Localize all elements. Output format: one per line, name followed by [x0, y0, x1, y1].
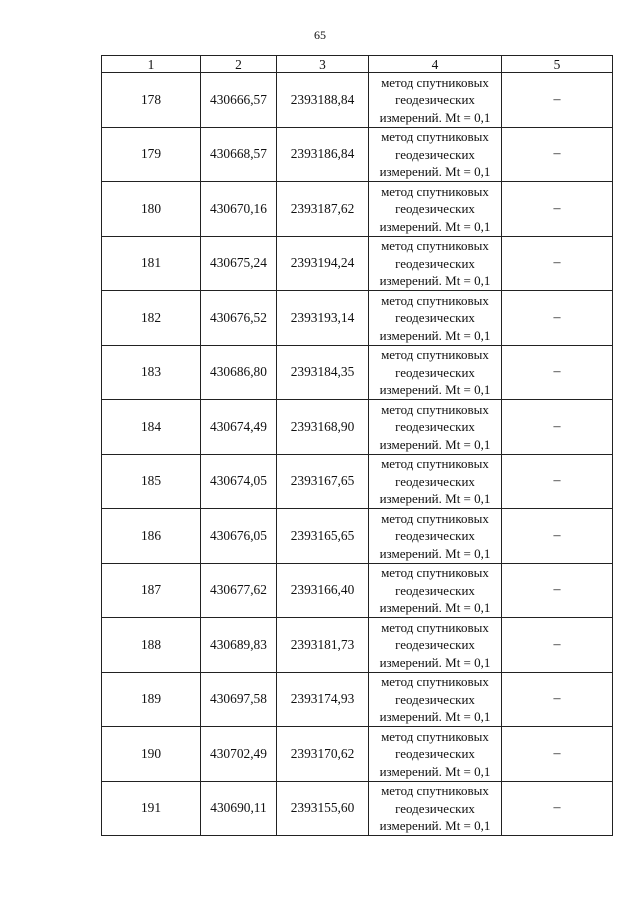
method-line: измерений. Mt = 0,1	[379, 436, 491, 452]
note-cell: –	[502, 73, 613, 128]
table-row	[102, 618, 613, 673]
point-number-cell: 183	[102, 345, 201, 400]
point-number-cell: 187	[102, 563, 201, 618]
method-line: геодезических	[395, 364, 475, 380]
x-coordinate-cell: 430690,11	[201, 781, 277, 836]
y-coordinate-cell: 2393170,62	[277, 727, 369, 782]
note-cell: –	[502, 182, 613, 237]
table-row	[102, 672, 613, 727]
point-number-cell: 180	[102, 182, 201, 237]
x-coordinate-cell: 430668,57	[201, 127, 277, 182]
note-cell: –	[502, 618, 613, 673]
method-cell	[369, 563, 502, 618]
point-number-cell: 178	[102, 73, 201, 128]
method-line: геодезических	[395, 637, 475, 652]
table-row	[102, 127, 613, 182]
method-line: геодезических	[395, 201, 475, 216]
point-number-cell: 182	[102, 291, 201, 346]
x-coordinate-cell: 430666,57	[201, 73, 277, 128]
method-line: геодезических	[395, 691, 475, 707]
method-cell	[369, 127, 502, 182]
method-line: метод спутниковых	[381, 401, 489, 417]
point-number-cell: 191	[102, 781, 201, 836]
table-row	[102, 400, 613, 455]
x-coordinate-cell: 430676,52	[201, 291, 277, 346]
y-coordinate-cell: 2393194,24	[277, 236, 369, 291]
y-coordinate-cell: 2393167,65	[277, 454, 369, 509]
method-line: метод спутниковых	[381, 183, 489, 199]
method-line: геодезических	[395, 146, 475, 162]
method-cell	[369, 291, 502, 346]
y-coordinate-cell: 2393174,93	[277, 672, 369, 727]
y-coordinate-cell: 2393187,62	[277, 182, 369, 237]
note-cell: –	[502, 400, 613, 455]
note-cell: –	[502, 781, 613, 836]
method-line: метод спутниковых	[381, 728, 489, 744]
table-row	[102, 509, 613, 564]
method-line: измерений. Mt = 0,1	[379, 218, 491, 234]
x-coordinate-cell: 430702,49	[201, 727, 277, 782]
header-col-3: 3	[277, 56, 369, 73]
method-line: измерений. Mt = 0,1	[379, 600, 491, 615]
note-cell: –	[502, 236, 613, 291]
method-cell	[369, 345, 502, 400]
method-line: геодезических	[395, 473, 475, 489]
method-line: геодезических	[395, 800, 475, 816]
method-line: измерений. Mt = 0,1	[379, 654, 491, 670]
method-cell	[369, 454, 502, 509]
table-row	[102, 454, 613, 509]
x-coordinate-cell: 430697,58	[201, 672, 277, 727]
method-line: измерений. Mt = 0,1	[379, 164, 491, 179]
method-line: геодезических	[395, 310, 475, 325]
method-line: измерений. Mt = 0,1	[379, 382, 491, 397]
page-number: 65	[314, 28, 326, 42]
y-coordinate-cell: 2393165,65	[277, 509, 369, 564]
point-number-cell: 186	[102, 509, 201, 564]
table-row	[102, 727, 613, 782]
method-line: измерений. Mt = 0,1	[379, 709, 491, 724]
method-line: измерений. Mt = 0,1	[379, 491, 491, 506]
note-cell: –	[502, 291, 613, 346]
y-coordinate-cell: 2393168,90	[277, 400, 369, 455]
note-cell: –	[502, 454, 613, 509]
y-coordinate-cell: 2393155,60	[277, 781, 369, 836]
x-coordinate-cell: 430677,62	[201, 563, 277, 618]
header-col-4: 4	[369, 56, 502, 73]
header-col-2: 2	[201, 56, 277, 73]
note-cell: –	[502, 345, 613, 400]
method-cell	[369, 672, 502, 727]
x-coordinate-cell: 430686,80	[201, 345, 277, 400]
y-coordinate-cell: 2393184,35	[277, 345, 369, 400]
method-cell	[369, 236, 502, 291]
x-coordinate-cell: 430674,49	[201, 400, 277, 455]
note-cell: –	[502, 127, 613, 182]
table-row	[102, 236, 613, 291]
method-line: метод спутниковых	[381, 292, 489, 308]
method-line: измерений. Mt = 0,1	[379, 763, 491, 779]
point-number-cell: 179	[102, 127, 201, 182]
method-line: метод спутниковых	[381, 510, 489, 526]
x-coordinate-cell: 430675,24	[201, 236, 277, 291]
y-coordinate-cell: 2393188,84	[277, 73, 369, 128]
point-number-cell: 185	[102, 454, 201, 509]
method-line: метод спутниковых	[381, 456, 489, 471]
method-line: геодезических	[395, 746, 475, 761]
method-line: измерений. Mt = 0,1	[379, 109, 491, 125]
method-cell	[369, 400, 502, 455]
method-cell	[369, 618, 502, 673]
table-row	[102, 73, 613, 128]
table-row	[102, 182, 613, 237]
method-line: метод спутниковых	[381, 238, 489, 253]
method-line: метод спутниковых	[381, 783, 489, 798]
method-line: метод спутниковых	[381, 347, 489, 362]
note-cell: –	[502, 672, 613, 727]
method-cell	[369, 182, 502, 237]
method-cell	[369, 509, 502, 564]
method-cell	[369, 781, 502, 836]
method-line: геодезических	[395, 582, 475, 598]
note-cell: –	[502, 727, 613, 782]
table-row	[102, 345, 613, 400]
y-coordinate-cell: 2393181,73	[277, 618, 369, 673]
method-line: геодезических	[395, 528, 475, 543]
point-number-cell: 189	[102, 672, 201, 727]
header-col-1: 1	[102, 56, 201, 73]
method-cell	[369, 727, 502, 782]
point-number-cell: 181	[102, 236, 201, 291]
x-coordinate-cell: 430670,16	[201, 182, 277, 237]
method-line: метод спутниковых	[381, 674, 489, 689]
method-line: измерений. Mt = 0,1	[379, 327, 491, 343]
table-header-row	[102, 56, 613, 73]
y-coordinate-cell: 2393186,84	[277, 127, 369, 182]
table-row	[102, 563, 613, 618]
table-row	[102, 781, 613, 836]
x-coordinate-cell: 430689,83	[201, 618, 277, 673]
method-line: измерений. Mt = 0,1	[379, 818, 491, 833]
note-cell: –	[502, 563, 613, 618]
method-line: геодезических	[395, 255, 475, 271]
method-line: метод спутниковых	[381, 565, 489, 580]
x-coordinate-cell: 430676,05	[201, 509, 277, 564]
point-number-cell: 184	[102, 400, 201, 455]
method-cell	[369, 73, 502, 128]
method-line: геодезических	[395, 92, 475, 107]
method-line: метод спутниковых	[381, 619, 489, 635]
method-line: измерений. Mt = 0,1	[379, 545, 491, 561]
header-col-5: 5	[502, 56, 613, 73]
table-row	[102, 291, 613, 346]
point-number-cell: 190	[102, 727, 201, 782]
y-coordinate-cell: 2393166,40	[277, 563, 369, 618]
method-line: метод спутниковых	[381, 129, 489, 144]
method-line: измерений. Mt = 0,1	[379, 273, 491, 288]
x-coordinate-cell: 430674,05	[201, 454, 277, 509]
note-cell: –	[502, 509, 613, 564]
point-number-cell: 188	[102, 618, 201, 673]
y-coordinate-cell: 2393193,14	[277, 291, 369, 346]
coordinates-table	[101, 55, 613, 836]
method-line: метод спутниковых	[381, 74, 489, 90]
method-line: геодезических	[395, 419, 475, 434]
